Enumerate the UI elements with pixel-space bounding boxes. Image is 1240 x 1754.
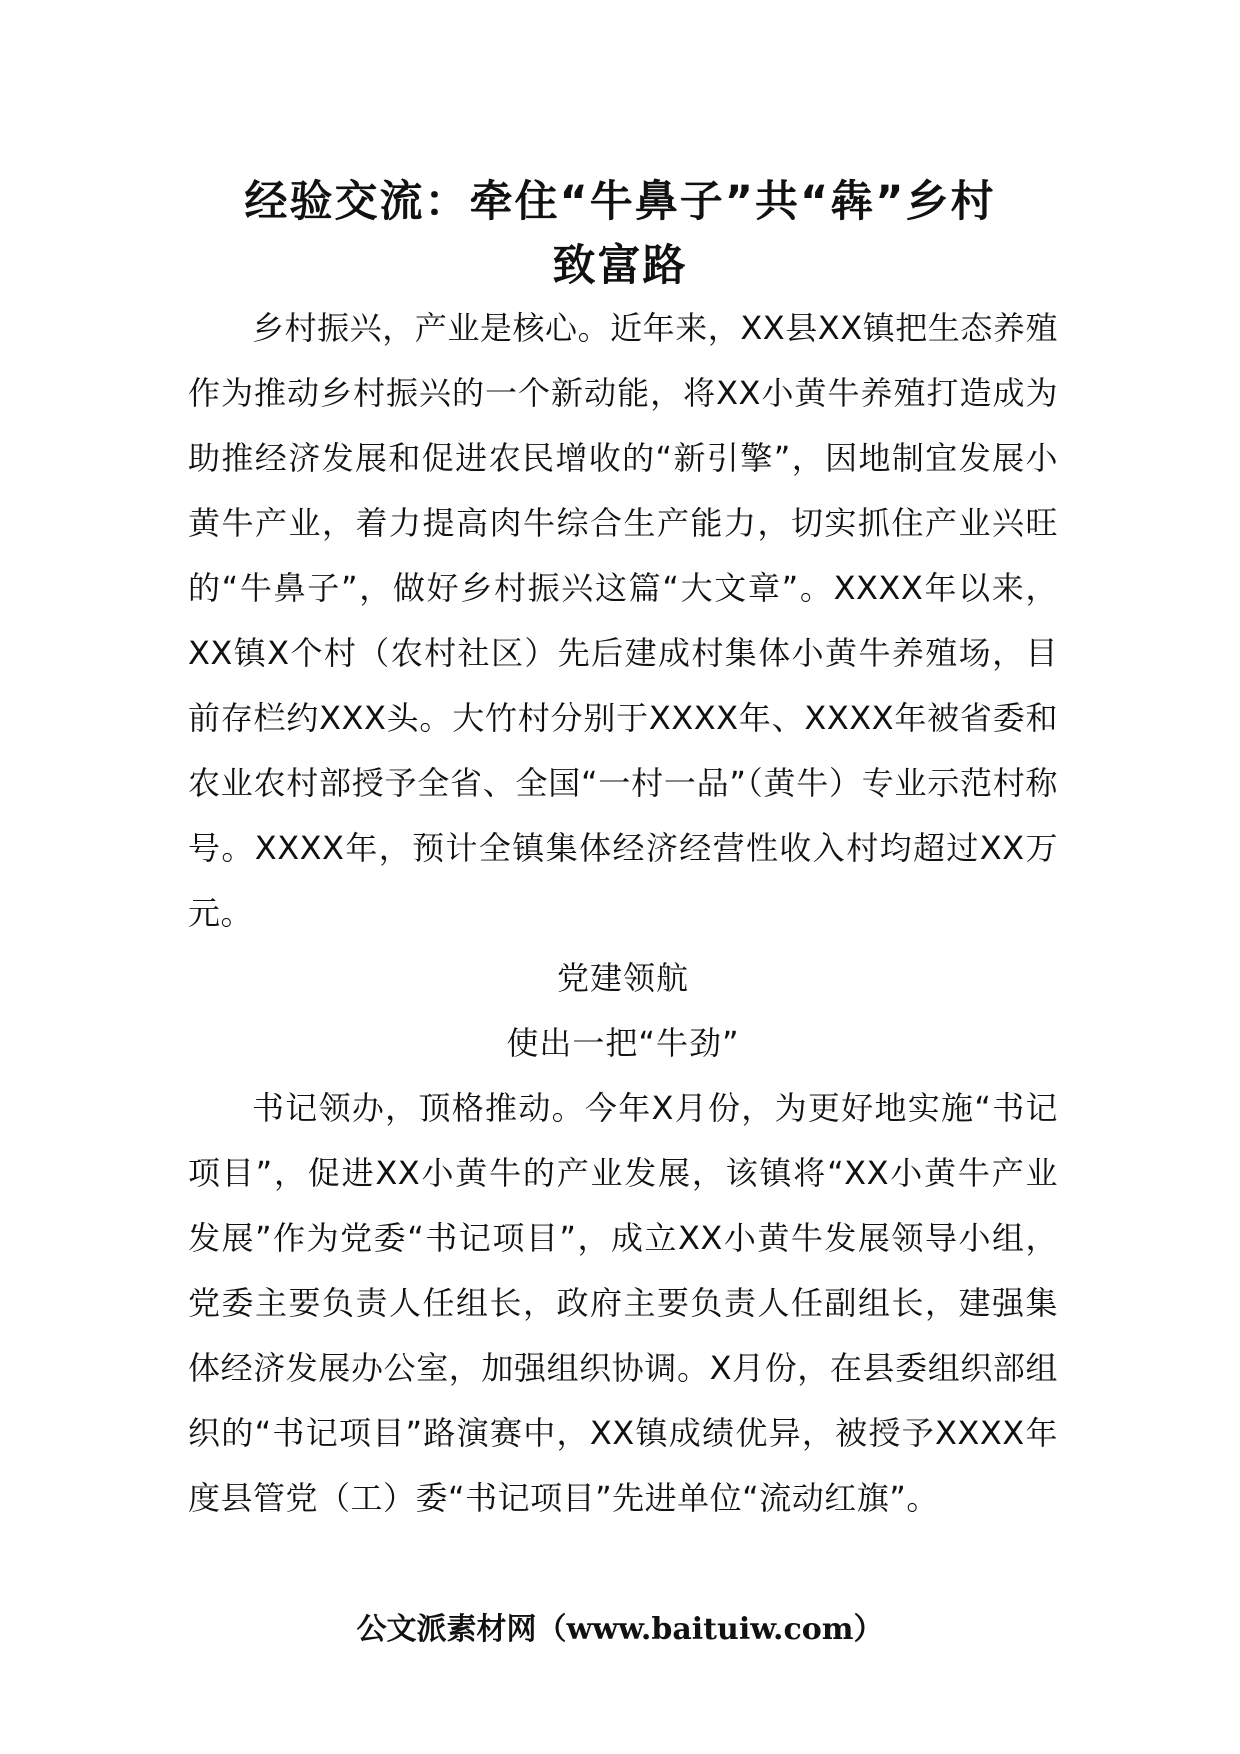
source-footer: 公文派素材网（www.baituiw.com） — [356, 1612, 884, 1647]
section-heading: 党建领航 — [556, 959, 689, 997]
section-subheading: 使出一把“牛劲” — [506, 1024, 740, 1062]
title-line-1: 经验交流：牵住“牛鼻子”共“犇”乡村 — [244, 177, 996, 227]
intro-paragraph: 乡村振兴，产业是核心。近年来，XX县XX镇把生态养殖作为推动乡村振兴的一个新动能，将XX小黄牛养殖打造成为助推经济发展和促进农民增收的“新引擎”，因地制宜发展小黄牛产业，着力提高肉牛综合生产能力，切实抓住产业兴旺的“牛鼻子”，做好乡村振兴这篇“大文章”。XXXX年以来，XX镇X个村（农村社区）先后建成村集体小黄牛养殖场，目前存栏约XXX头。大竹村分别于XXXX年、XXXX年被省委和农业农村部授予全省、全国“一村一品”（黄牛）专业示范村称号。XXXX年，预计全镇集体经济经营性收入村均超过XX万元。 — [188, 309, 1058, 932]
body-paragraph: 书记领办，顶格推动。今年X月份，为更好地实施“书记项目”，促进XX小黄牛的产业发展，该镇将“XX小黄牛产业发展”作为党委“书记项目”，成立XX小黄牛发展领导小组，党委主要负责人任组长，政府主要负责人任副组长，建强集体经济发展办公室，加强组织协调。X月份，在县委组织部组织的“书记项目”路演赛中，XX镇成绩优异，被授予XXXX年度县管党（工）委“书记项目”先进单位“流动红旗”。 — [188, 1089, 1058, 1517]
document-title — [180, 170, 1060, 298]
title-line-2: 致富路 — [552, 241, 688, 291]
document-body — [188, 296, 1058, 1531]
